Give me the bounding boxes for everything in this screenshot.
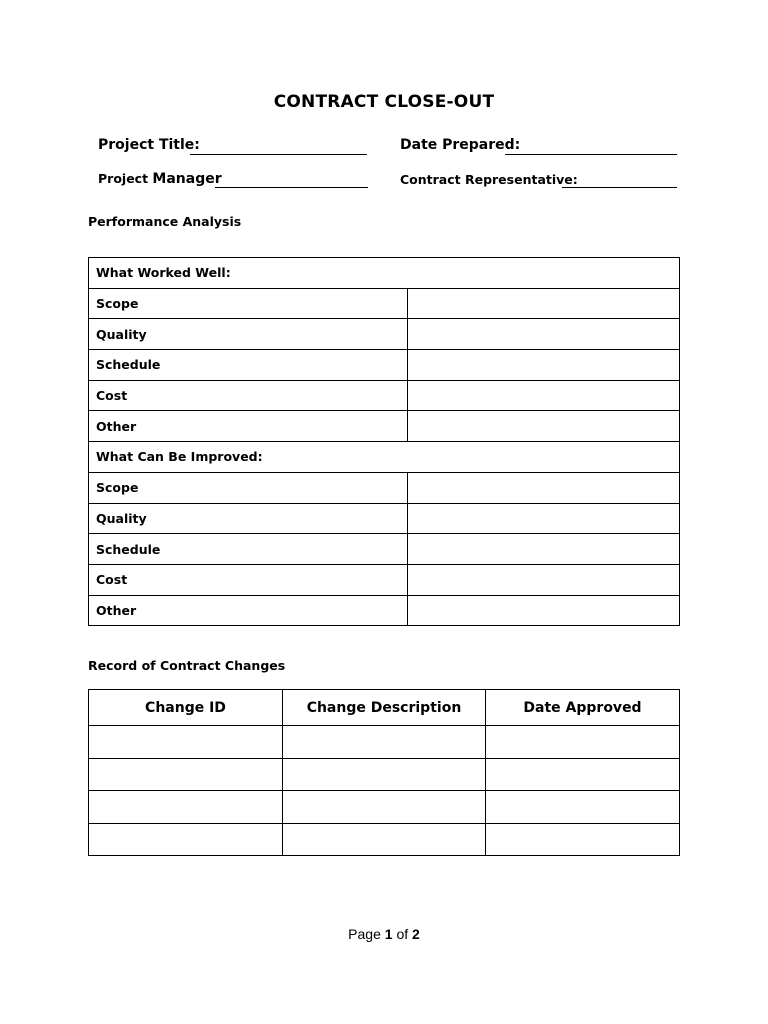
project-manager-label (98, 171, 222, 187)
change-description-cell[interactable] (283, 726, 486, 759)
page-footer (0, 926, 768, 942)
date-prepared-label: Date Prepared: (400, 137, 521, 153)
improved-schedule-cell[interactable] (408, 534, 680, 565)
table-row (89, 288, 680, 319)
page-word: Page (348, 926, 381, 942)
contract-representative-line[interactable] (562, 187, 677, 188)
date-approved-cell[interactable] (486, 726, 680, 759)
table-row (89, 503, 680, 534)
total-pages-number: 2 (412, 926, 420, 942)
project-manager-prefix: Project (98, 171, 153, 186)
improved-header-row (89, 442, 680, 473)
change-description-cell[interactable] (283, 791, 486, 824)
table-row (89, 726, 680, 759)
performance-analysis-heading: Performance Analysis (88, 214, 242, 229)
improved-cost-label: Cost (89, 564, 408, 595)
current-page-number: 1 (384, 926, 393, 942)
improved-scope-label: Scope (89, 472, 408, 503)
improved-label: What Can Be Improved: (89, 442, 680, 473)
worked-well-quality-label: Quality (89, 319, 408, 350)
of-word: of (396, 926, 409, 942)
improved-other-label: Other (89, 595, 408, 626)
table-row (89, 534, 680, 565)
change-id-cell[interactable] (89, 726, 283, 759)
project-manager-word: Manager (152, 171, 222, 187)
project-manager-line[interactable] (215, 187, 368, 188)
table-row (89, 472, 680, 503)
change-id-cell[interactable] (89, 823, 283, 856)
worked-well-other-cell[interactable] (408, 411, 680, 442)
date-approved-header: Date Approved (486, 690, 680, 726)
table-row (89, 595, 680, 626)
date-prepared-line[interactable] (505, 154, 677, 155)
contract-representative-label: Contract Representative: (400, 172, 578, 187)
project-title-label: Project Title: (98, 137, 200, 153)
worked-well-quality-cell[interactable] (408, 319, 680, 350)
table-row (89, 823, 680, 856)
table-row (89, 564, 680, 595)
worked-well-scope-label: Scope (89, 288, 408, 319)
worked-well-cost-cell[interactable] (408, 380, 680, 411)
improved-scope-cell[interactable] (408, 472, 680, 503)
contract-changes-heading: Record of Contract Changes (88, 658, 286, 673)
improved-quality-label: Quality (89, 503, 408, 534)
worked-well-cost-label: Cost (89, 380, 408, 411)
table-row (89, 758, 680, 791)
performance-table (88, 257, 680, 626)
improved-schedule-label: Schedule (89, 534, 408, 565)
project-title-line[interactable] (190, 154, 367, 155)
change-id-header: Change ID (89, 690, 283, 726)
improved-cost-cell[interactable] (408, 564, 680, 595)
table-row (89, 350, 680, 381)
worked-well-schedule-cell[interactable] (408, 350, 680, 381)
table-row (89, 411, 680, 442)
date-approved-cell[interactable] (486, 758, 680, 791)
improved-quality-cell[interactable] (408, 503, 680, 534)
table-header-row (89, 690, 680, 726)
document-title: CONTRACT CLOSE-OUT (273, 92, 495, 112)
table-row (89, 791, 680, 824)
table-row (89, 380, 680, 411)
worked-well-schedule-label: Schedule (89, 350, 408, 381)
worked-well-scope-cell[interactable] (408, 288, 680, 319)
change-description-header: Change Description (283, 690, 486, 726)
worked-well-other-label: Other (89, 411, 408, 442)
date-approved-cell[interactable] (486, 823, 680, 856)
change-description-cell[interactable] (283, 823, 486, 856)
change-id-cell[interactable] (89, 791, 283, 824)
improved-other-cell[interactable] (408, 595, 680, 626)
table-row (89, 319, 680, 350)
worked-well-label: What Worked Well: (89, 258, 680, 289)
change-id-cell[interactable] (89, 758, 283, 791)
worked-well-header-row (89, 258, 680, 289)
date-approved-cell[interactable] (486, 791, 680, 824)
contract-changes-table (88, 689, 680, 856)
change-description-cell[interactable] (283, 758, 486, 791)
